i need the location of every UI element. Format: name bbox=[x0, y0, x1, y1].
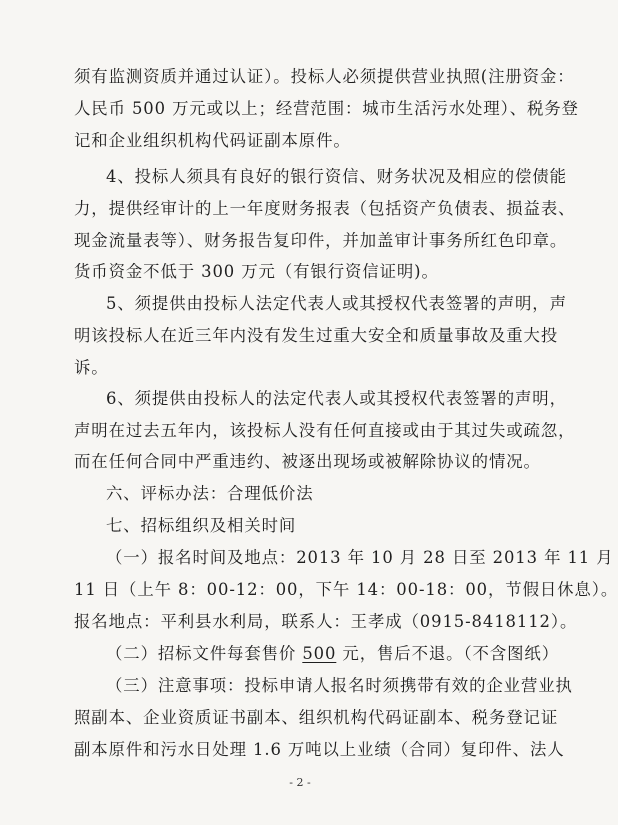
tender-price-line bbox=[106, 640, 559, 668]
page-number: - 2 - bbox=[289, 776, 311, 789]
item-5-line-2: 明该投标人在近三年内没有发生过重大安全和质量事故及重大投 bbox=[74, 326, 559, 345]
notes-line-2: 照副本、企业资质证书副本、组织机构代码证副本、税务登记证 bbox=[74, 708, 559, 727]
item-5-line-1: 5、须提供由投标人法定代表人或其授权代表签署的声明，声 bbox=[106, 294, 567, 313]
paragraph-line-3: 记和企业组织机构代码证副本原件。 bbox=[74, 131, 351, 150]
paragraph-line-1: 须有监测资质并通过认证）。投标人必须提供营业执照(注册资金： bbox=[74, 67, 575, 86]
item-4-line-4: 货币资金不低于 300 万元（有银行资信证明)。 bbox=[74, 262, 439, 281]
item-4-line-3: 现金流量表等）、财务报告复印件，并加盖审计事务所红色印章。 bbox=[74, 231, 568, 250]
paragraph-line-2: 人民币 500 万元或以上；经营范围：城市生活污水处理）、税务登 bbox=[74, 99, 579, 118]
item-6-line-2: 声明在过去五年内，该投标人没有任何直接或由于其过失或疏忽， bbox=[74, 421, 576, 440]
item-4-line-2: 力，提供经审计的上一年度财务报表（包括资产负债表、损益表、 bbox=[74, 199, 576, 218]
section-6-heading: 六、评标办法：合理低价法 bbox=[106, 484, 314, 503]
item-6-line-3: 而在任何合同中严重违约、被逐出现场或被解除协议的情况。 bbox=[74, 452, 541, 471]
item-5-line-3: 诉。 bbox=[74, 358, 109, 377]
item-6-line-1: 6、须提供由投标人的法定代表人或其授权代表签署的声明， bbox=[106, 389, 567, 408]
tender-price-prefix: （二）招标文件每套售价 bbox=[106, 644, 303, 663]
tender-price-suffix: 元，售后不退。（不含图纸） bbox=[336, 644, 559, 663]
tender-price-value: 500 bbox=[302, 644, 337, 663]
registration-location-line: 报名地点：平利县水利局，联系人：王孝成（0915-8418112）。 bbox=[74, 612, 578, 631]
registration-time-line-1: （一）报名时间及地点：2013 年 10 月 28 日至 2013 年 11 月 bbox=[106, 548, 614, 567]
item-4-line-1: 4、投标人须具有良好的银行资信、财务状况及相应的偿债能 bbox=[106, 167, 567, 186]
registration-time-line-2: 11 日（上午 8：00-12：00，下午 14：00-18：00，节假日休息）。 bbox=[74, 580, 618, 599]
notes-line-1: （三）注意事项：投标申请人报名时须携带有效的企业营业执 bbox=[106, 676, 573, 695]
section-7-heading: 七、招标组织及相关时间 bbox=[106, 516, 297, 535]
notes-line-3: 副本原件和污水日处理 1.6 万吨以上业绩（合同）复印件、法人 bbox=[74, 740, 565, 759]
